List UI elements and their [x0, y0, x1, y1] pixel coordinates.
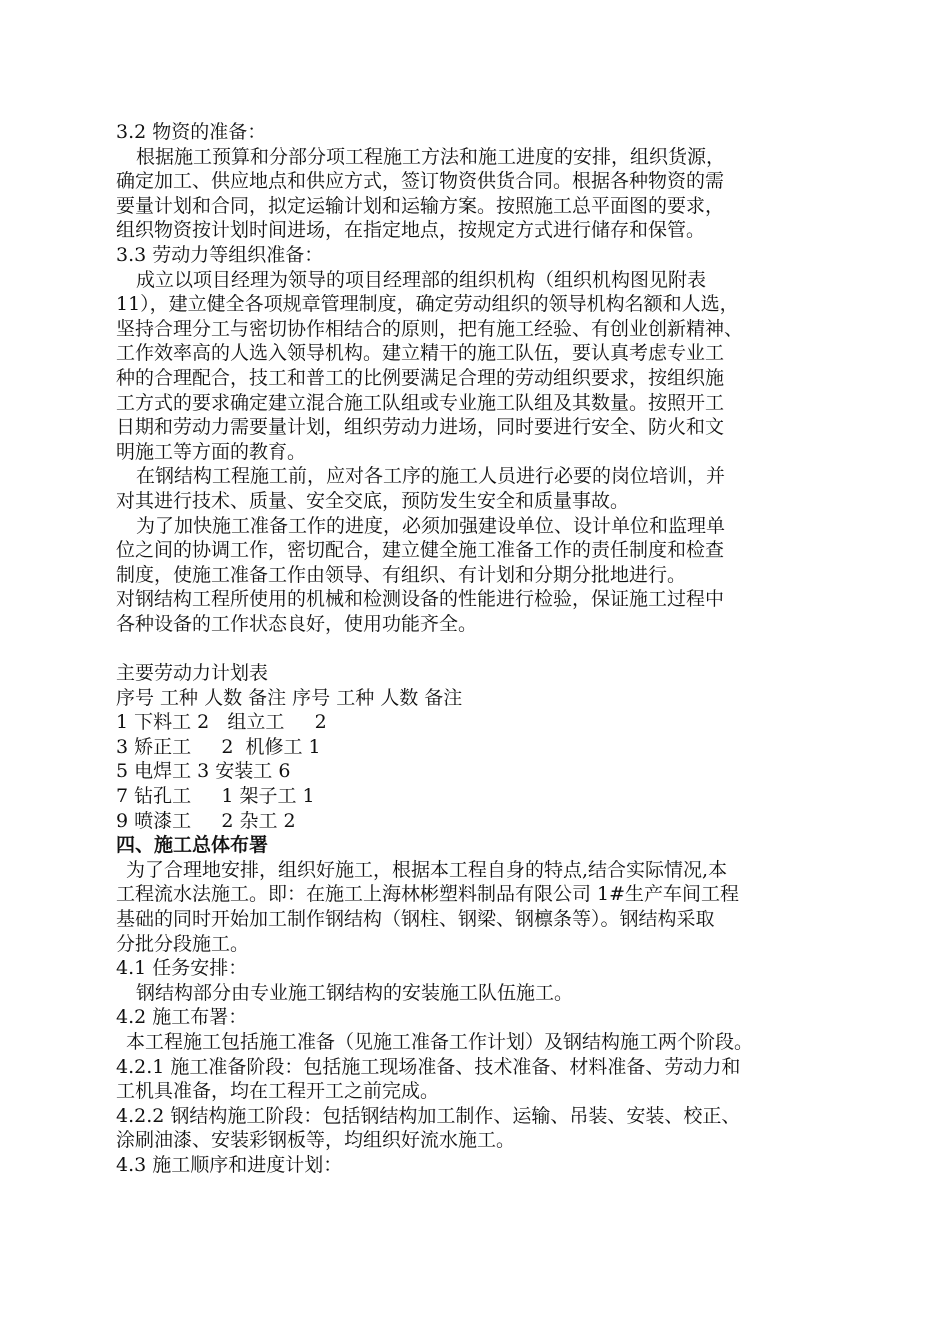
text-line: 为了加快施工准备工作的进度，必须加强建设单位、设计单位和监理单 — [136, 514, 726, 537]
paragraph-overall-layout — [116, 858, 886, 956]
text-line: 明施工等方面的教育。 — [116, 440, 307, 463]
text-line: 涂刷油漆、安装彩钢板等，均组织好流水施工。 — [116, 1129, 516, 1152]
paragraph-coordination — [116, 514, 886, 588]
section-heading-3-3: 3.3 劳动力等组织准备： — [116, 243, 324, 266]
table-row: 9 喷漆工 2 杂工 2 — [116, 809, 296, 832]
text-line: 工方式的要求确定建立混合施工队组或专业施工队组及其数量。按照开工 — [116, 391, 725, 414]
text-line: 在钢结构工程施工前，应对各工序的施工人员进行必要的岗位培训，并 — [136, 465, 726, 488]
section-heading-4: 四、施工总体布署 — [116, 834, 269, 857]
text-line: 4.2.2 钢结构施工阶段：包括钢结构加工制作、运输、吊装、安装、校正、 — [116, 1104, 741, 1127]
table-row: 5 电焊工 3 安装工 6 — [116, 760, 291, 783]
text-line: 各种设备的工作状态良好，使用功能齐全。 — [116, 612, 478, 635]
text-line: 成立以项目经理为领导的项目经理部的组织机构（组织机构图见附表 — [136, 268, 707, 291]
labor-plan-table — [116, 661, 886, 833]
section-heading-4-2: 4.2 施工布署： — [116, 1006, 248, 1029]
section-heading-4-1: 4.1 任务安排： — [116, 957, 248, 980]
text-line: 种的合理配合，技工和普工的比例要满足合理的劳动组织要求，按组织施 — [116, 366, 725, 389]
text-line: 日期和劳动力需要量计划，组织劳动力进场，同时要进行安全、防火和文 — [116, 416, 725, 439]
paragraph-training — [116, 464, 886, 513]
text-line: 工机具准备，均在工程开工之前完成。 — [116, 1080, 440, 1103]
text-line: 组织物资按计划时间进场，在指定地点，按规定方式进行储存和保管。 — [116, 219, 706, 242]
document-page — [116, 120, 886, 1178]
table-row: 3 矫正工 2 机修工 1 — [116, 735, 321, 758]
paragraph-organization — [116, 268, 886, 465]
text-line: 为了合理地安排，组织好施工，根据本工程自身的特点,结合实际情况,本 — [126, 858, 728, 881]
section-heading-3-2: 3.2 物资的准备： — [116, 121, 267, 143]
blank-line — [116, 636, 886, 661]
text-line: 位之间的协调工作，密切配合，建立健全施工准备工作的责任制度和检查 — [116, 539, 725, 562]
table-title: 主要劳动力计划表 — [116, 662, 269, 685]
text-line: 要量计划和合同，拟定运输计划和运输方案。按照施工总平面图的要求， — [116, 194, 725, 217]
text-line: 根据施工预算和分部分项工程施工方法和施工进度的安排，组织货源， — [136, 145, 726, 168]
text-line: 工程流水法施工。即：在施工上海林彬塑料制品有限公司 1#生产车间工程 — [116, 883, 740, 906]
text-line: 4.2.1 施工准备阶段：包括施工现场准备、技术准备、材料准备、劳动力和 — [116, 1055, 741, 1078]
paragraph-equipment — [116, 587, 886, 636]
table-row: 1 下料工 2 组立工 2 — [116, 711, 327, 734]
table-header: 序号 工种 人数 备注 序号 工种 人数 备注 — [116, 686, 463, 709]
text-line: 确定加工、供应地点和供应方式，签订物资供货合同。根据各种物资的需 — [116, 170, 725, 193]
section-heading-4-3: 4.3 施工顺序和进度计划： — [116, 1153, 343, 1176]
task-text: 钢结构部分由专业施工钢结构的安装施工队伍施工。 — [136, 981, 574, 1004]
text-line: 对钢结构工程所使用的机械和检测设备的性能进行检验，保证施工过程中 — [116, 588, 725, 611]
text-line: 对其进行技术、质量、安全交底，预防发生安全和质量事故。 — [116, 489, 630, 512]
paragraph-material-prep — [116, 145, 886, 243]
text-line: 分批分段施工。 — [116, 932, 250, 955]
text-line: 坚持合理分工与密切协作相结合的原则，把有施工经验、有创业创新精神、 — [116, 317, 744, 340]
deployment-text: 本工程施工包括施工准备（见施工准备工作计划）及钢结构施工两个阶段。 — [126, 1030, 754, 1053]
text-line: 工作效率高的人选入领导机构。建立精干的施工队伍，要认真考虑专业工 — [116, 342, 725, 365]
text-line: 制度，使施工准备工作由领导、有组织、有计划和分期分批地进行。 — [116, 563, 687, 586]
paragraph-4-2-1 — [116, 1055, 886, 1104]
text-line: 基础的同时开始加工制作钢结构（钢柱、钢梁、钢檩条等）。钢结构采取 — [116, 908, 715, 930]
text-line: 11），建立健全各项规章管理制度，确定劳动组织的领导机构名额和人选， — [116, 293, 739, 316]
table-row: 7 钻孔工 1 架子工 1 — [116, 785, 315, 808]
paragraph-4-2-2 — [116, 1104, 886, 1153]
